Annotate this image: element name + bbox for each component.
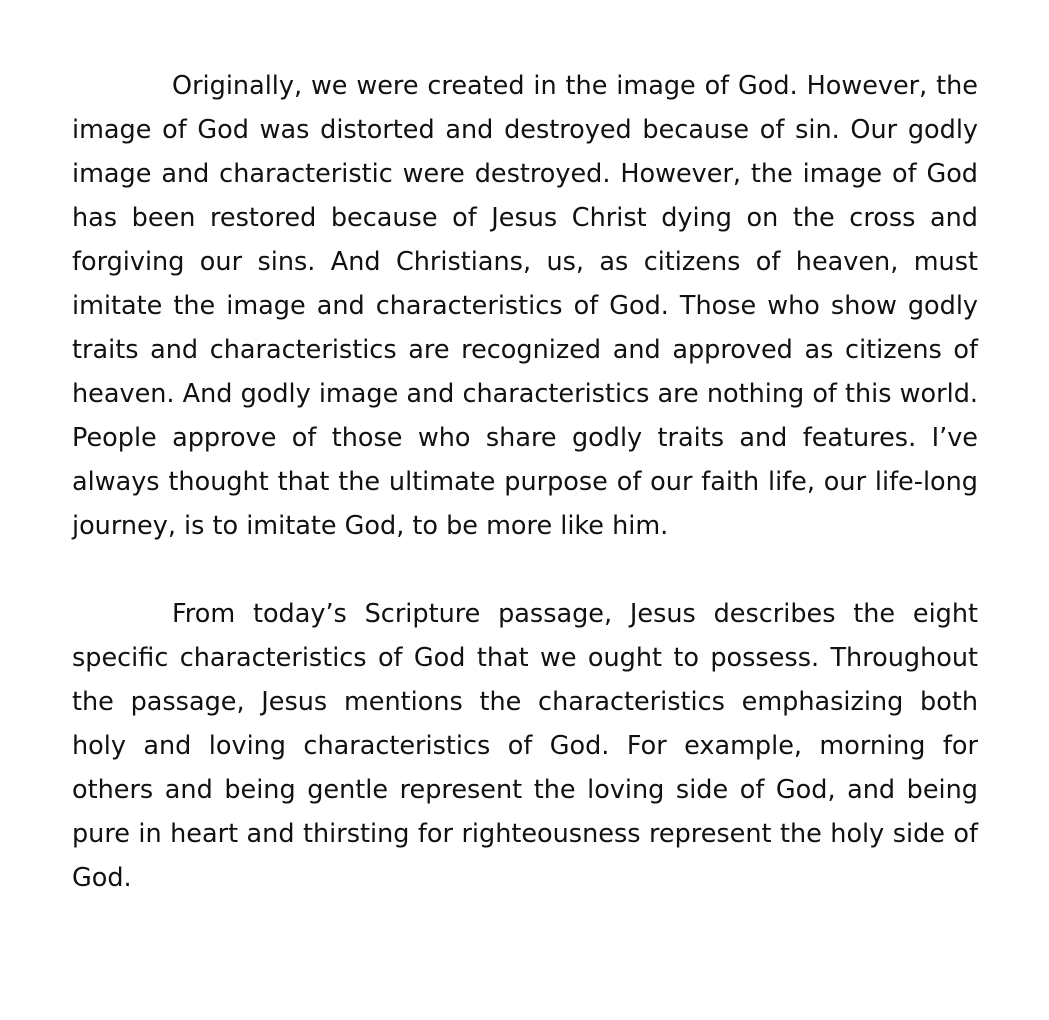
document-body [72,64,978,900]
paragraph-scripture-passage: From today’s Scripture passage, Jesus describes the eight specific characteristics of God that we ought to possess. Throughout the passage, Jesus mentions the characteristics emphasizing both holy and loving characteristics of God. For example, morning for others and being gentle represent the loving side of God, and being pure in heart and thirsting for righteousness represent the holy side of God. [72,599,978,893]
paragraph-image-of-god: Originally, we were created in the image of God. However, the image of God was distorted and destroyed because of sin. Our godly image and characteristic were destroyed. However, the image of God has been restored because of Jesus Christ dying on the cross and forgiving our sins. And Christians, us, as citizens of heaven, must imitate the image and characteristics of God. Those who show godly traits and characteristics are recognized and approved as citizens of heaven. And godly image and characteristics are nothing of this world. People approve of those who share godly traits and features. I’ve always thought that the ultimate purpose of our faith life, our life-long journey, is to imitate God, to be more like him. [72,71,978,541]
